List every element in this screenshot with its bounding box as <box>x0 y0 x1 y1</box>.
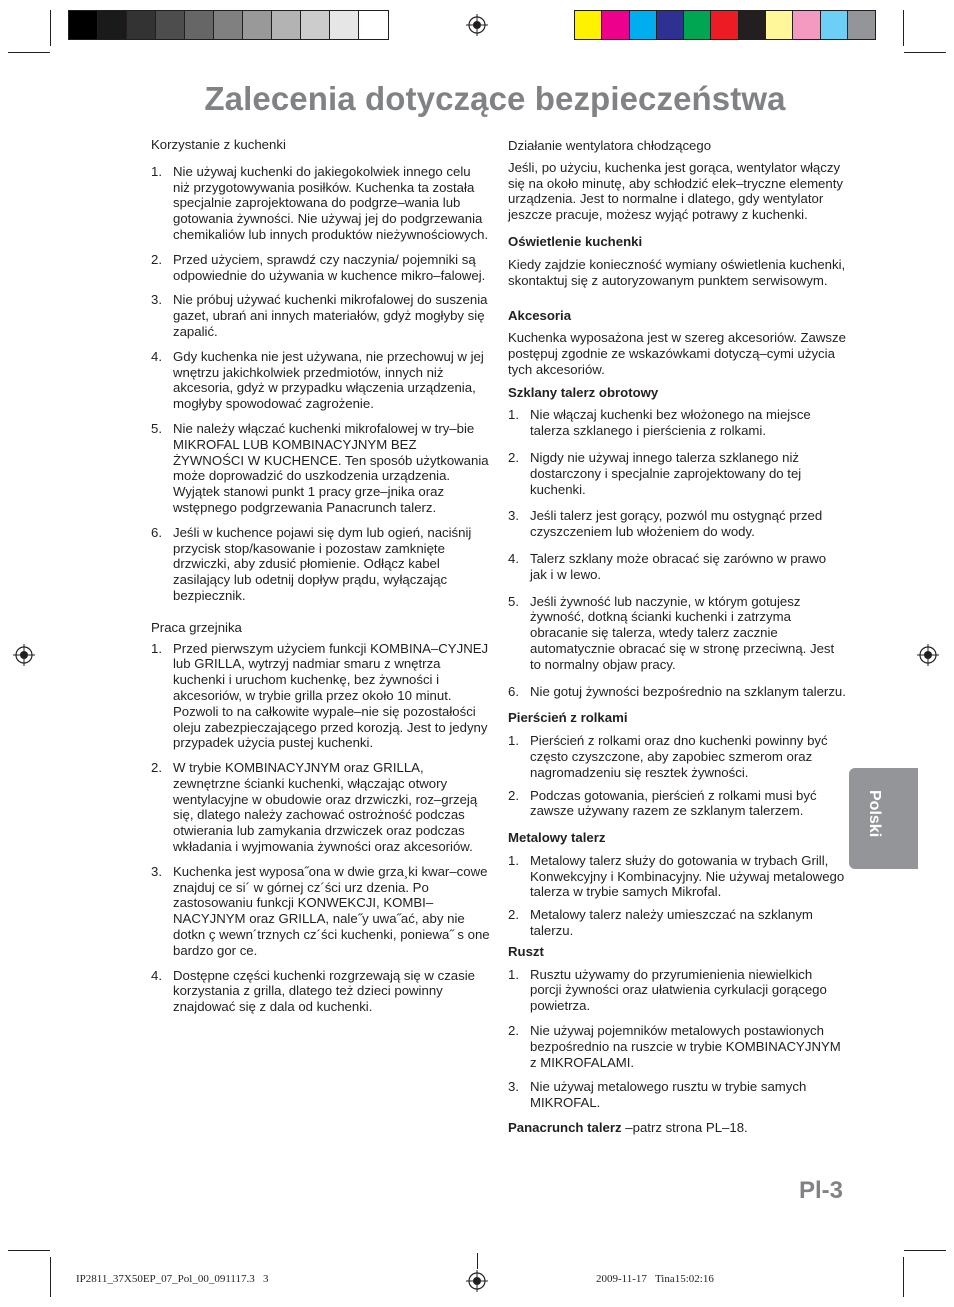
list-item-text: Nie próbuj używać kuchenki mikrofalowej do suszenia gazet, ubrań ani innych materiałów, gdyż mogłyby się zapalić. <box>173 292 488 339</box>
crop-mark <box>903 10 904 46</box>
crop-mark <box>904 52 946 53</box>
crop-mark <box>904 1250 946 1251</box>
list-item-number: 5. <box>151 420 162 436</box>
list-item-text: Jeśli żywność lub naczynie, w którym gotujesz żywność, dotkną ścianki kuchenki i zatrzyma obracanie się talerza, wtedy talerz zacznie automatycznie obracać się w stronę przeciwną. Jest to normalny objaw pracy. <box>530 593 835 672</box>
list-item-number: 6. <box>151 524 162 540</box>
list-item <box>151 864 491 959</box>
list-item-text: Przed pierwszym użyciem funkcji KOMBINA–CYJNEJ lub GRILLA, wytrzyj nadmiar smaru z wnętrza kuchenki i uruchom kuchenkę, bez żywności i akcesoriów, w trybie grilla przez około 10 minut. Pozwoli to na całkowite wypale–nie się pozostałości oleju zabezpieczającego przed korozją. Jest to jedyny przypadek użycia pustej kuchenki. <box>173 640 489 751</box>
section-heading-usage: Korzystanie z kuchenki <box>151 137 286 152</box>
panacrunch-label: Panacrunch talerz <box>508 1120 622 1136</box>
grey-swatch <box>272 11 301 39</box>
list-item <box>151 349 491 412</box>
page-number: Pl-3 <box>799 1177 844 1204</box>
glass-tray-list <box>508 407 846 699</box>
grey-calibration-bar <box>68 10 389 40</box>
list-item-text: Nie należy włączać kuchenki mikrofalowej w try–bie MIKROFAL LUB KOMBINACYJNYM BEZ ŻYWNOŚCI W KUCHENCE. Ten sposób użytkowania może doprowadzić do uszkodzenia urządzenia. Wyjątek stanowi punkt 1 pracy grze–jnika oraz wstępnego podgrzewania Panacrunch talerz. <box>173 420 489 515</box>
list-item-number: 3. <box>151 292 162 308</box>
language-tab <box>849 768 918 869</box>
list-item <box>508 733 846 780</box>
list-item-text: Przed użyciem, sprawdź czy naczynia/ pojemniki są odpowiednie do używania w kuchence mikro–falowej. <box>173 251 486 283</box>
list-item <box>151 525 491 604</box>
section-heading-glass-tray: Szklany talerz obrotowy <box>508 384 659 400</box>
list-item <box>508 594 846 673</box>
section-heading-roller-ring: Pierścień z rolkami <box>508 710 628 726</box>
list-item <box>151 164 491 243</box>
list-item-text: Nie gotuj żywności bezpośrednio na szklanym talerzu. <box>530 683 846 699</box>
list-item-text: W trybie KOMBINACYJNYM oraz GRILLA, zewnętrzne ścianki kuchenki, włączając otwory wentylacyjne w obudowie oraz drzwiczki, roz–grzeją się, dlatego należy zachować ostrożność podczas otwierania lub zamykania drzwiczek oraz podczas wkładania i wyjmowania żywności oraz akcesoriów. <box>173 760 478 855</box>
list-item-text: Metalowy talerz służy do gotowania w trybach Grill, Konwekcyjny i Kombinacyjny. Nie używaj metalowego talerza w trybie samych Mikrofal. <box>530 852 845 900</box>
accessories-text: Kuchenka wyposażona jest w szereg akcesoriów. Zawsze postępuj zgodnie ze wskazówkami dotyczą–cymi użycia tych akcesoriów. <box>508 330 846 377</box>
list-item <box>508 1023 846 1070</box>
section-heading-fan: Działanie wentylatora chłodzącego <box>508 138 712 153</box>
list-item-number: 4. <box>508 550 519 566</box>
list-item <box>151 760 491 855</box>
list-item-text: Metalowy talerz należy umieszczać na szklanym talerzu. <box>530 907 813 939</box>
grill-list <box>151 641 491 1016</box>
list-item-number: 1. <box>151 163 162 179</box>
list-item-number: 1. <box>508 407 519 423</box>
crop-mark <box>50 1257 51 1297</box>
color-swatch <box>821 11 848 39</box>
list-item-number: 1. <box>151 640 162 656</box>
fan-text: Jeśli, po użyciu, kuchenka jest gorąca, wentylator włączy się na około minutę, aby schłodzić elek–tryczne elementy urządzenia. Jest to normalne i dlatego, gdy wentylator jeszcze pracuje, możesz wyjąć potrawy z kuchenki. <box>508 159 843 223</box>
registration-mark-icon <box>917 644 939 666</box>
list-item <box>151 292 491 339</box>
left-column <box>151 137 491 1015</box>
color-swatch <box>711 11 738 39</box>
list-item-text: Pierścień z rolkami oraz dno kuchenki powinny być często czyszczone, aby zapobiec szmerom oraz nagromadzeniu się resztek żywności. <box>530 733 828 780</box>
crop-mark <box>8 1250 50 1251</box>
color-swatch <box>575 11 602 39</box>
grey-swatch <box>127 11 156 39</box>
list-item-text: Kuchenka jest wyposa˝ona w dwie grza¸ki kwar–cowe znajduj ce si´ w górnej cz´ści urz dzenia. Po zastosowaniu funkcji KONWEKCJI, KOMBI–NACYJNYM oraz GRILLA, nale˝y uwa˝ać, aby nie dotkn ç wewn´trznych cz´ści kuchenki, poniewa˝ s one bardzo gor ce. <box>173 863 490 958</box>
list-item <box>508 684 846 700</box>
list-item-text: Talerz szklany może obracać się zarówno w prawo jak i w lewo. <box>530 550 827 582</box>
section-heading-grill: Praca grzejnika <box>151 619 242 635</box>
list-item <box>508 1079 846 1111</box>
color-swatch <box>630 11 657 39</box>
list-item-text: Podczas gotowania, pierścień z rolkami musi być zawsze używany razem ze szklanym talerzem. <box>530 787 817 819</box>
list-item-number: 3. <box>151 863 162 879</box>
grey-swatch <box>185 11 214 39</box>
usage-list <box>151 164 491 604</box>
list-item-number: 1. <box>508 733 519 749</box>
list-item-number: 1. <box>508 966 519 982</box>
section-heading-metal-tray: Metalowy talerz <box>508 830 606 846</box>
color-swatch <box>602 11 629 39</box>
list-item-number: 3. <box>508 1079 519 1095</box>
list-item <box>151 252 491 284</box>
list-item-number: 5. <box>508 593 519 609</box>
grey-swatch <box>69 11 98 39</box>
section-heading-rack: Ruszt <box>508 943 544 959</box>
panacrunch-note <box>508 1120 846 1136</box>
list-item-number: 2. <box>151 760 162 776</box>
list-item-number: 4. <box>151 967 162 983</box>
list-item <box>508 551 846 583</box>
section-heading-light: Oświetlenie kuchenki <box>508 233 643 249</box>
section-heading-accessories: Akcesoria <box>508 308 572 324</box>
color-swatch <box>739 11 766 39</box>
grey-swatch <box>359 11 388 39</box>
grey-swatch <box>330 11 359 39</box>
list-item-number: 2. <box>508 1023 519 1039</box>
registration-mark-icon <box>466 1270 488 1292</box>
list-item-number: 3. <box>508 508 519 524</box>
list-item-text: Gdy kuchenka nie jest używana, nie przechowuj w jej wnętrzu jakichkolwiek przedmiotów, innych niż akcesoria, gdyż w przypadku włączenia urządzenia, mogłyby spowodować zagrożenie. <box>173 348 484 412</box>
list-item-number: 2. <box>508 449 519 465</box>
list-item <box>508 967 846 1014</box>
grey-swatch <box>301 11 330 39</box>
color-swatch <box>848 11 875 39</box>
list-item-number: 4. <box>151 348 162 364</box>
color-swatch <box>684 11 711 39</box>
color-swatch <box>793 11 820 39</box>
list-item-number: 2. <box>508 907 519 923</box>
list-item <box>508 788 846 820</box>
crop-mark <box>477 1253 478 1269</box>
list-item <box>151 641 491 752</box>
crop-mark <box>903 1257 904 1297</box>
color-calibration-bar <box>574 10 876 40</box>
grey-swatch <box>98 11 127 39</box>
page-title: Zalecenia dotyczące bezpieczeństwa <box>204 80 786 117</box>
grey-swatch <box>156 11 185 39</box>
grey-swatch <box>243 11 272 39</box>
list-item <box>151 968 491 1015</box>
list-item <box>508 450 846 497</box>
crop-mark <box>50 10 51 46</box>
list-item-text: Dostępne części kuchenki rozgrzewają się w czasie korzystania z grilla, dlatego też dzieci powinny znajdować się z dala od kuchenki. <box>173 967 475 1015</box>
list-item-text: Nigdy nie używaj innego talerza szklanego niż dostarczony i specjalnie zaprojektowany do tej kuchenki. <box>530 449 802 497</box>
list-item-text: Rusztu używamy do przyrumienienia niewielkich porcji żywności oraz ułatwienia cyrkulacji gorącego powietrza. <box>530 966 827 1014</box>
list-item <box>508 407 846 439</box>
list-item <box>508 508 846 540</box>
list-item-text: Nie używaj pojemników metalowych postawionych bezpośrednio na ruszcie w trybie KOMBINACYJNYM z MIKROFALAMI. <box>530 1023 841 1070</box>
footer-filename: IP2811_37X50EP_07_Pol_00_091117.3 3 <box>76 1273 269 1285</box>
roller-ring-list <box>508 733 846 819</box>
list-item-number: 6. <box>508 683 519 699</box>
metal-tray-list <box>508 853 846 939</box>
list-item <box>508 853 846 900</box>
list-item-number: 1. <box>508 852 519 868</box>
list-item-text: Nie włączaj kuchenki bez włożonego na miejsce talerza szklanego i pierścienia z rolkami. <box>530 407 811 439</box>
color-swatch <box>657 11 684 39</box>
list-item-text: Jeśli talerz jest gorący, pozwól mu ostygnąć przed czyszczeniem lub włożeniem do wody. <box>530 508 823 540</box>
list-item <box>151 421 491 516</box>
panacrunch-ref: –patrz strona PL–18. <box>621 1120 748 1136</box>
grey-swatch <box>214 11 243 39</box>
list-item-text: Nie używaj kuchenki do jakiegokolwiek innego celu niż przygotowywania posiłków. Kuchenka ta została specjalnie zaprojektowana do podgrze–wania lub gotowania żywności. Nie używaj jej do podgrzewania chemikaliów lub innych produktów nieżywnościowych. <box>173 163 489 242</box>
list-item-number: 2. <box>151 251 162 267</box>
color-swatch <box>766 11 793 39</box>
rack-list <box>508 967 846 1111</box>
footer-timestamp: 2009-11-17 Tina15:02:16 <box>596 1273 714 1285</box>
light-text: Kiedy zajdzie konieczność wymiany oświetlenia kuchenki, skontaktuj się z autoryzowanym punktem serwisowym. <box>508 256 846 288</box>
registration-mark-icon <box>466 14 488 36</box>
crop-mark <box>8 52 50 53</box>
registration-mark-icon <box>13 644 35 666</box>
right-column <box>508 138 846 1136</box>
list-item-text: Jeśli w kuchence pojawi się dym lub ogień, naciśnij przycisk stop/kasowanie i pozostaw zamknięte drzwiczki, aby zdusić płomienie. Odłącz kabel zasilający lub odetnij dopływ prądu, wyłączając bezpiecznik. <box>173 524 472 603</box>
list-item-number: 2. <box>508 787 519 803</box>
list-item-text: Nie używaj metalowego rusztu w trybie samych MIKROFAL. <box>530 1079 807 1111</box>
language-tab-label: Polski <box>866 790 883 838</box>
list-item <box>508 907 846 939</box>
